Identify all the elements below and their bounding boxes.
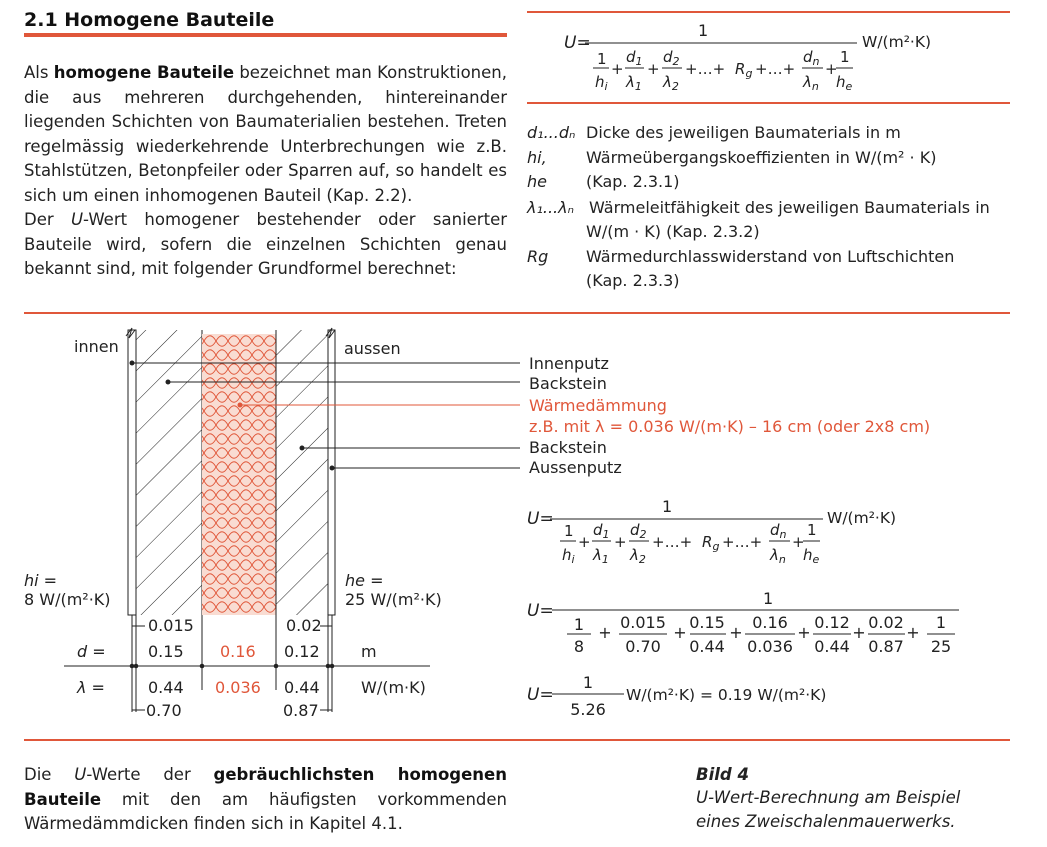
svg-text:+: + [578,533,591,551]
svg-text:+…+: +…+ [652,533,693,551]
u-value-formula-repeat [527,492,1010,572]
svg-text:dn: $d_n$ [770,521,787,541]
svg-text:+: + [825,60,838,78]
term-num: 0.16 [752,613,788,632]
svg-text:λ1: $\lambda_1$ [626,73,642,93]
term-num: 1 [935,613,947,632]
section-title: 2.1 Homogene Bauteile [24,9,275,31]
intro-paragraph: Als homogene Bauteile bezeichnet man Konstruktionen, die aus mehreren durchgehenden, hintereinander liegenden Schichten von Baumaterialien bestehen. Treten regelmässig wiederkehrende Unterbrechungen wie z.B. Stahlstützen, Betonpfeiler oder Sparren auf, so handelt es sich um einen inhomogenen Bauteil (Kap. 2.2). Der U-Wert homogener bestehender oder sanierter Bauteile wird, sofern die einzelnen Schichten genau bekannt sind, mit folgender Grundformel berechnet: [24,63,507,278]
insulation-note: z.B. mit λ = 0.036 W/(m·K) – 16 cm (oder 2x8 cm) [529,417,931,436]
hi-label: hi = [24,571,58,590]
svg-text:+…+: +…+ [722,533,763,551]
svg-text:+: + [792,533,805,551]
symbol-legend: d₁...dₙ Dicke des jeweiligen Baumaterials in m hi, he Wärmeübergangskoeffizienten in W/(m² · K) (Kap. 2.3.1) λ₁...λₙ Wärmeleitfähigkeit des jeweiligen Baumaterials in W/(m · K) (Kap. 2.3.2) Rg Wärmedurchlasswiderstand von Luftschichten (Kap. 2.3.3) [527,123,990,290]
svg-text:U=: U= [527,509,554,529]
svg-text:λn: $\lambda_n$ [770,546,786,566]
hi-value: 8 W/(m²·K) [24,590,111,609]
svg-text:λ2: $\lambda_2$ [630,546,646,566]
lambda-inner-plaster: 0.70 [146,701,182,720]
svg-text:1: 1 [582,673,594,692]
svg-text:U=: U= [527,685,554,705]
svg-text:d2: $d_2$ [663,48,680,68]
layer-label-brick-outer: Backstein [529,438,607,457]
term-den: 0.036 [747,637,793,656]
term-den: 0.87 [868,637,904,656]
svg-text:Rg: $R_g$ [735,60,753,80]
svg-text:+: + [906,623,920,642]
formula-numerator: 1 [698,21,709,40]
svg-text:dn: $d_n$ [803,48,820,68]
d-label: d = [77,642,106,661]
lambda-outer-plaster: 0.87 [283,701,319,720]
formula-lhs: U= [564,33,591,53]
outside-label: aussen [344,339,401,358]
caption-line: eines Zweischalenmauerwerks. [696,812,956,831]
svg-text:1: 1 [807,521,817,539]
term-num: 1 [573,615,585,634]
svg-text:hi: $h_i$ [562,546,575,566]
svg-text:he: $h_e$ [836,73,853,93]
lambda-unit: W/(m·K) [361,678,426,697]
term-num: 0.015 [620,613,666,632]
svg-text:1: 1 [840,48,850,66]
layer-label-brick-inner: Backstein [529,374,607,393]
result-denominator: 5.26 [570,700,606,719]
layer-label-inner-plaster: Innenputz [529,354,609,373]
formula-rule-top [527,11,1010,13]
layer-label-outer-plaster: Aussenputz [529,458,622,477]
section-title-underline [24,33,507,37]
svg-text:+: + [598,623,612,642]
svg-text:λn: $\lambda_n$ [803,73,819,93]
svg-text:U=: U= [527,601,554,621]
u-value-result [527,672,1010,722]
svg-text:+: + [614,533,627,551]
layer-label-insulation: Wärmedämmung [529,396,667,415]
svg-text:1: 1 [662,497,673,516]
lambda-label: λ = [77,678,105,697]
svg-text:d1: $d_1$ [626,48,643,68]
inner-plaster-layer [128,330,136,615]
outer-plaster-layer [328,330,335,615]
svg-text:hi: $h_i$ [595,73,608,93]
svg-text:+: + [852,623,866,642]
svg-text:1: 1 [564,522,574,540]
u-value-calculation [527,586,1010,664]
brick-layer-inner [136,330,202,615]
svg-text:d1: $d_1$ [593,521,610,541]
formula-rule-bottom [527,102,1010,104]
svg-text:1: 1 [597,50,607,68]
term-num: 0.15 [689,613,725,632]
formula-unit: W/(m²·K) [862,33,932,51]
lambda-brick-outer: 0.44 [284,678,320,697]
svg-text:λ2: $\lambda_2$ [663,73,679,93]
lambda-insulation: 0.036 [215,678,261,697]
inside-label: innen [74,337,119,356]
term-den: 0.70 [625,637,661,656]
svg-text:+: + [729,623,743,642]
result-text: W/(m²·K) = 0.19 W/(m²·K) [626,686,827,704]
term-den: 0.44 [689,637,725,656]
svg-text:+…+: +…+ [755,60,796,78]
term-den: 0.44 [814,637,850,656]
d-brick-inner: 0.15 [148,642,184,661]
wall-section-diagram [0,320,520,730]
svg-text:d2: $d_2$ [630,521,647,541]
figure-number: Bild 4 [696,765,749,784]
term-den: 25 [930,637,952,656]
d-insulation: 0.16 [220,642,256,661]
caption-line: U-Wert-Berechnung am Beispiel [696,788,961,807]
svg-text:he: $h_e$ [803,546,820,566]
figure-caption [696,765,960,834]
section-separator-bottom [24,739,1010,741]
svg-text:Rg: $R_g$ [702,533,720,553]
term-num: 0.02 [868,613,904,632]
d-outer-plaster: 0.02 [286,616,322,635]
svg-text:+: + [673,623,687,642]
svg-text:+: + [797,623,811,642]
he-value: 25 W/(m²·K) [345,590,442,609]
intro-bold-term: homogene Bauteile [53,63,235,82]
brick-layer-outer [276,330,328,615]
svg-text:+: + [611,60,624,78]
svg-text:+: + [647,60,660,78]
d-brick-outer: 0.12 [284,642,320,661]
lambda-brick-inner: 0.44 [148,678,184,697]
svg-text:+…+: +…+ [685,60,726,78]
d-inner-plaster: 0.015 [148,616,194,635]
u-value-formula [527,14,1010,100]
d-unit: m [361,642,377,661]
footer-paragraph: Die U-Werte der gebräuchlichsten homogenen Bauteile mit den am häufigsten vorkommenden Wärmedämmdicken finden sich in Kapitel 4.1. [24,765,507,833]
section-separator-top [24,312,1010,314]
he-label: he = [345,571,384,590]
svg-text:W/(m²·K): W/(m²·K) [827,509,897,527]
term-den: 8 [573,637,585,656]
svg-text:λ1: $\lambda_1$ [593,546,609,566]
term-num: 0.12 [814,613,850,632]
svg-text:1: 1 [763,589,774,608]
